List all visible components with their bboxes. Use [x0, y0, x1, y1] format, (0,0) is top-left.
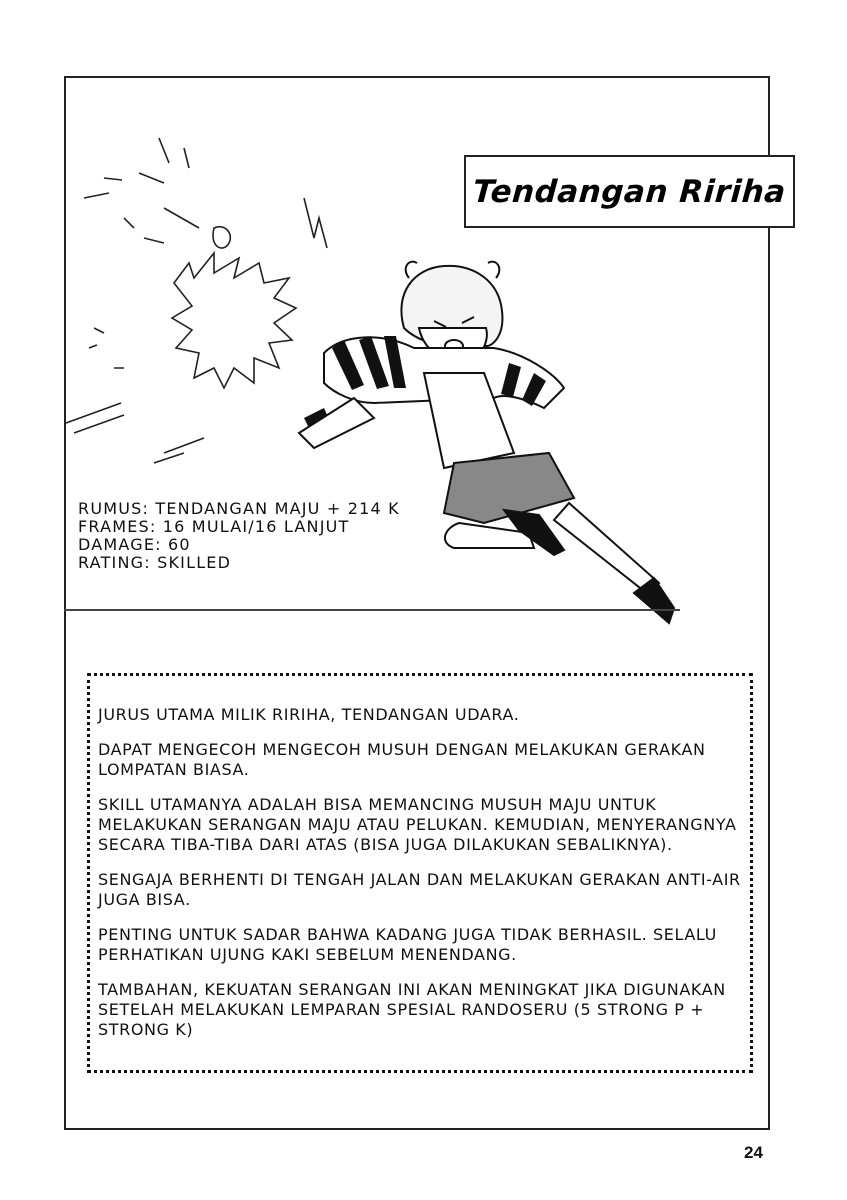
description-paragraph: TAMBAHAN, KEKUATAN SERANGAN INI AKAN MENINGKAT JIKA DIGUNAKAN SETELAH MELAKUKAN LEMPARAN SPESIAL RANDOSERU (5 STRONG P + STRONG K): [98, 980, 726, 1039]
stat-rating: RATING: SKILLED: [78, 553, 232, 572]
description-paragraph: PENTING UNTUK SADAR BAHWA KADANG JUGA TIDAK BERHASIL. SELALU PERHATIKAN UJUNG KAKI SEBELUM MENENDANG.: [98, 925, 717, 964]
section-divider: [64, 609, 680, 611]
page-number: 24: [744, 1143, 763, 1162]
title-box: [464, 155, 795, 228]
move-stats: [78, 500, 400, 572]
stat-frames: FRAMES: 16 MULAI/16 LANJUT: [78, 517, 350, 536]
description-paragraph: DAPAT MENGECOH MENGECOH MUSUH DENGAN MELAKUKAN GERAKAN LOMPATAN BIASA.: [98, 740, 706, 779]
stat-damage: DAMAGE: 60: [78, 535, 191, 554]
description-paragraph: SENGAJA BERHENTI DI TENGAH JALAN DAN MELAKUKAN GERAKAN ANTI-AIR JUGA BISA.: [98, 870, 741, 909]
description-paragraph: JURUS UTAMA MILIK RIRIHA, TENDANGAN UDARA.: [98, 705, 520, 724]
description-paragraph: SKILL UTAMANYA ADALAH BISA MEMANCING MUSUH MAJU UNTUK MELAKUKAN SERANGAN MAJU ATAU PELUKAN. KEMUDIAN, MENYERANGNYA SECARA TIBA-TIBA DARI ATAS (BISA JUGA DILAKUKAN SEBALIKNYA).: [98, 795, 737, 854]
description-text: [98, 705, 748, 1055]
stat-rumus: RUMUS: TENDANGAN MAJU + 214 K: [78, 499, 400, 518]
page-title: Tendangan Ririha: [471, 173, 788, 210]
